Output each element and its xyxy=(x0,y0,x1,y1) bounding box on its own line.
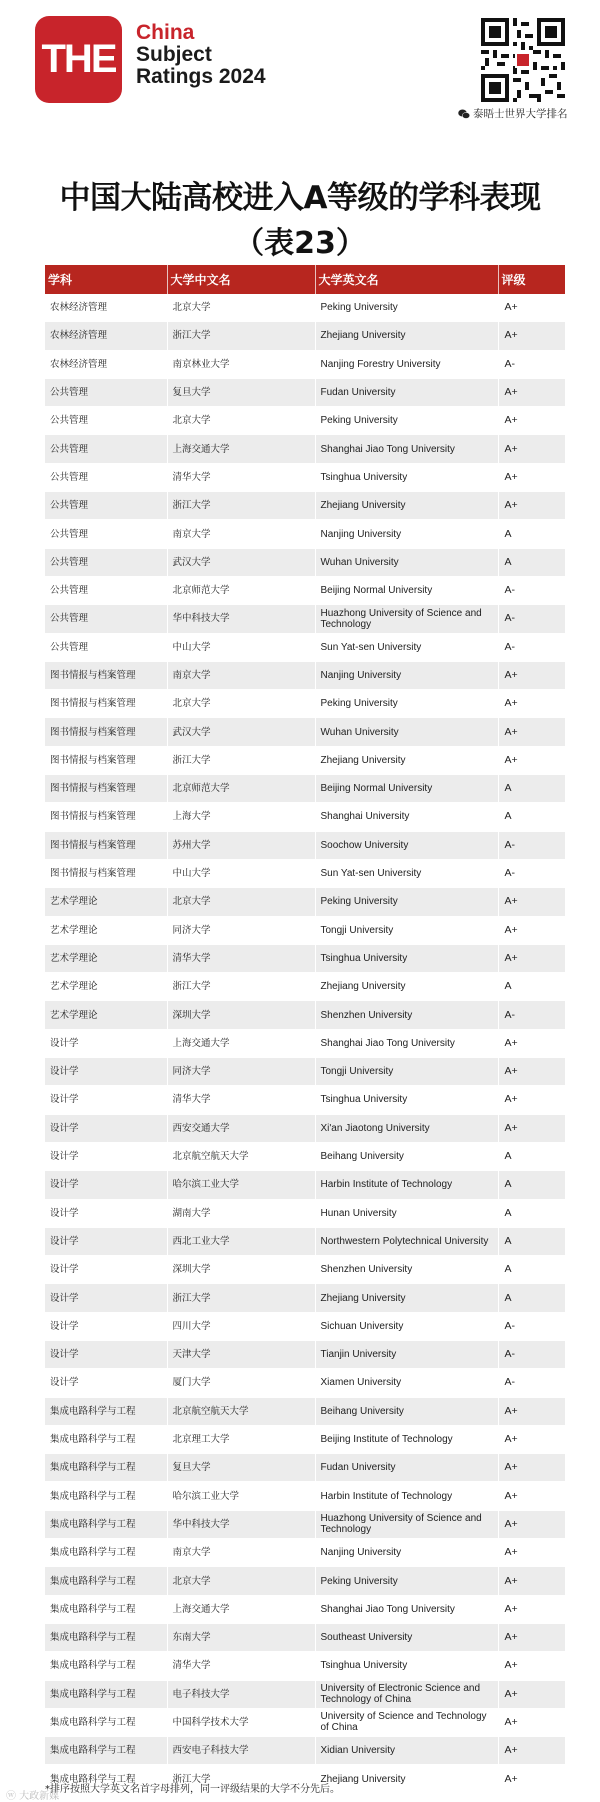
rating-cell: A- xyxy=(498,1340,565,1368)
chinese-name-cell: 西安交通大学 xyxy=(167,1114,315,1142)
qr-code-icon xyxy=(481,18,565,102)
rating-cell: A+ xyxy=(498,1567,565,1595)
rating-cell: A+ xyxy=(498,1086,565,1114)
subject-cell: 设计学 xyxy=(45,1312,167,1340)
the-logo: THE xyxy=(35,16,122,103)
english-name-cell: Shenzhen University xyxy=(315,1256,498,1284)
rating-cell: A+ xyxy=(498,294,565,322)
subject-cell: 农林经济管理 xyxy=(45,350,167,378)
english-name-cell: Beihang University xyxy=(315,1142,498,1170)
rating-cell: A- xyxy=(498,1312,565,1340)
english-name-cell: University of Science and Technology of China xyxy=(315,1708,498,1736)
english-name-cell: Nanjing University xyxy=(315,661,498,689)
chinese-name-cell: 苏州大学 xyxy=(167,831,315,859)
english-name-cell: Harbin Institute of Technology xyxy=(315,1482,498,1510)
english-name-cell: Beijing Normal University xyxy=(315,576,498,604)
subject-cell: 图书情报与档案管理 xyxy=(45,661,167,689)
table-row xyxy=(45,294,565,322)
header xyxy=(0,0,600,120)
chinese-name-cell: 清华大学 xyxy=(167,1652,315,1680)
subject-cell: 设计学 xyxy=(45,1369,167,1397)
rating-cell: A xyxy=(498,1199,565,1227)
table-row xyxy=(45,1623,565,1651)
column-header-chinese-name: 大学中文名 xyxy=(167,265,315,294)
table-row xyxy=(45,1029,565,1057)
table-row xyxy=(45,1510,565,1538)
chinese-name-cell: 哈尔滨工业大学 xyxy=(167,1482,315,1510)
chinese-name-cell: 北京大学 xyxy=(167,1567,315,1595)
chinese-name-cell: 浙江大学 xyxy=(167,1765,315,1793)
chinese-name-cell: 北京大学 xyxy=(167,407,315,435)
subject-cell: 公共管理 xyxy=(45,378,167,406)
table-row xyxy=(45,1171,565,1199)
chinese-name-cell: 厦门大学 xyxy=(167,1369,315,1397)
chinese-name-cell: 电子科技大学 xyxy=(167,1680,315,1708)
rating-cell: A+ xyxy=(498,1623,565,1651)
chinese-name-cell: 西安电子科技大学 xyxy=(167,1737,315,1765)
footnote: *排序按照大学英文名首字母排列，同一评级结果的大学不分先后。 xyxy=(45,1784,340,1795)
english-name-cell: Shanghai Jiao Tong University xyxy=(315,1029,498,1057)
subject-cell: 设计学 xyxy=(45,1199,167,1227)
subject-cell: 集成电路科学与工程 xyxy=(45,1708,167,1736)
table-row xyxy=(45,548,565,576)
subject-cell: 艺术学理论 xyxy=(45,944,167,972)
table-row xyxy=(45,775,565,803)
chinese-name-cell: 北京师范大学 xyxy=(167,576,315,604)
english-name-cell: Sun Yat-sen University xyxy=(315,859,498,887)
subject-cell: 集成电路科学与工程 xyxy=(45,1652,167,1680)
rating-cell: A+ xyxy=(498,1114,565,1142)
rating-cell: A xyxy=(498,1284,565,1312)
table-body xyxy=(45,294,565,1793)
subject-cell: 设计学 xyxy=(45,1086,167,1114)
subject-cell: 设计学 xyxy=(45,1340,167,1368)
table-row xyxy=(45,1114,565,1142)
rating-cell: A+ xyxy=(498,1539,565,1567)
english-name-cell: Beijing Normal University xyxy=(315,775,498,803)
rating-cell: A xyxy=(498,548,565,576)
subject-cell: 公共管理 xyxy=(45,463,167,491)
table-row xyxy=(45,1595,565,1623)
chinese-name-cell: 天津大学 xyxy=(167,1340,315,1368)
subject-cell: 集成电路科学与工程 xyxy=(45,1397,167,1425)
subject-cell: 公共管理 xyxy=(45,576,167,604)
rating-cell: A+ xyxy=(498,1765,565,1793)
chinese-name-cell: 北京师范大学 xyxy=(167,775,315,803)
chinese-name-cell: 清华大学 xyxy=(167,944,315,972)
chinese-name-cell: 上海大学 xyxy=(167,803,315,831)
brand-line-subject: Subject xyxy=(136,43,212,66)
table-row xyxy=(45,520,565,548)
subject-cell: 公共管理 xyxy=(45,633,167,661)
subject-cell: 公共管理 xyxy=(45,605,167,633)
rating-cell: A+ xyxy=(498,718,565,746)
table-row xyxy=(45,1369,565,1397)
table-row xyxy=(45,1312,565,1340)
chinese-name-cell: 深圳大学 xyxy=(167,1256,315,1284)
english-name-cell: Sichuan University xyxy=(315,1312,498,1340)
chinese-name-cell: 浙江大学 xyxy=(167,1284,315,1312)
chinese-name-cell: 清华大学 xyxy=(167,1086,315,1114)
table-row xyxy=(45,492,565,520)
rating-cell: A- xyxy=(498,576,565,604)
subject-cell: 公共管理 xyxy=(45,435,167,463)
english-name-cell: Zhejiang University xyxy=(315,492,498,520)
table-row xyxy=(45,1086,565,1114)
rating-cell: A xyxy=(498,520,565,548)
rating-cell: A+ xyxy=(498,1454,565,1482)
rating-cell: A- xyxy=(498,1001,565,1029)
chinese-name-cell: 复旦大学 xyxy=(167,378,315,406)
chinese-name-cell: 中山大学 xyxy=(167,633,315,661)
subject-cell: 图书情报与档案管理 xyxy=(45,690,167,718)
english-name-cell: Northwestern Polytechnical University xyxy=(315,1227,498,1255)
english-name-cell: Nanjing Forestry University xyxy=(315,350,498,378)
table-row xyxy=(45,916,565,944)
english-name-cell: Tongji University xyxy=(315,1058,498,1086)
table-row xyxy=(45,1397,565,1425)
english-name-cell: Tsinghua University xyxy=(315,944,498,972)
english-name-cell: Nanjing University xyxy=(315,520,498,548)
chinese-name-cell: 上海交通大学 xyxy=(167,1595,315,1623)
subject-cell: 艺术学理论 xyxy=(45,916,167,944)
table-row xyxy=(45,1454,565,1482)
chinese-name-cell: 浙江大学 xyxy=(167,492,315,520)
rating-cell: A+ xyxy=(498,1708,565,1736)
rating-cell: A+ xyxy=(498,1510,565,1538)
subject-cell: 图书情报与档案管理 xyxy=(45,859,167,887)
table-row xyxy=(45,746,565,774)
subject-cell: 设计学 xyxy=(45,1227,167,1255)
english-name-cell: Zhejiang University xyxy=(315,322,498,350)
chinese-name-cell: 湖南大学 xyxy=(167,1199,315,1227)
table-row xyxy=(45,831,565,859)
chinese-name-cell: 浙江大学 xyxy=(167,746,315,774)
subject-cell: 设计学 xyxy=(45,1058,167,1086)
english-name-cell: Tsinghua University xyxy=(315,1086,498,1114)
brand-line-ratings: Ratings 2024 xyxy=(136,65,266,88)
english-name-cell: Harbin Institute of Technology xyxy=(315,1171,498,1199)
table-row xyxy=(45,1680,565,1708)
chinese-name-cell: 北京大学 xyxy=(167,690,315,718)
table-row xyxy=(45,859,565,887)
chinese-name-cell: 北京航空航天大学 xyxy=(167,1142,315,1170)
rating-cell: A+ xyxy=(498,690,565,718)
english-name-cell: Zhejiang University xyxy=(315,973,498,1001)
english-name-cell: Shenzhen University xyxy=(315,1001,498,1029)
table-row xyxy=(45,605,565,633)
rating-cell: A+ xyxy=(498,1652,565,1680)
table-row xyxy=(45,1199,565,1227)
english-name-cell: Hunan University xyxy=(315,1199,498,1227)
table-row xyxy=(45,1001,565,1029)
subject-cell: 公共管理 xyxy=(45,520,167,548)
table-row xyxy=(45,1256,565,1284)
rating-cell: A+ xyxy=(498,916,565,944)
page-subtitle: （表23） xyxy=(234,226,366,261)
english-name-cell: Beijing Institute of Technology xyxy=(315,1425,498,1453)
subject-cell: 公共管理 xyxy=(45,548,167,576)
chinese-name-cell: 武汉大学 xyxy=(167,718,315,746)
subject-cell: 公共管理 xyxy=(45,407,167,435)
subject-cell: 设计学 xyxy=(45,1029,167,1057)
rating-cell: A- xyxy=(498,633,565,661)
chinese-name-cell: 哈尔滨工业大学 xyxy=(167,1171,315,1199)
subject-cell: 集成电路科学与工程 xyxy=(45,1454,167,1482)
rating-cell: A+ xyxy=(498,1029,565,1057)
subject-cell: 集成电路科学与工程 xyxy=(45,1765,167,1793)
english-name-cell: Peking University xyxy=(315,888,498,916)
rating-cell: A+ xyxy=(498,435,565,463)
subject-cell: 图书情报与档案管理 xyxy=(45,775,167,803)
table-row xyxy=(45,435,565,463)
brand-line-china: China xyxy=(136,21,195,44)
english-name-cell: Huazhong University of Science and Technology xyxy=(315,1510,498,1538)
subject-cell: 图书情报与档案管理 xyxy=(45,746,167,774)
english-name-cell: Beihang University xyxy=(315,1397,498,1425)
english-name-cell: Fudan University xyxy=(315,378,498,406)
table-row xyxy=(45,661,565,689)
english-name-cell: Peking University xyxy=(315,1567,498,1595)
subject-cell: 图书情报与档案管理 xyxy=(45,831,167,859)
chinese-name-cell: 复旦大学 xyxy=(167,1454,315,1482)
english-name-cell: Xiamen University xyxy=(315,1369,498,1397)
subject-cell: 设计学 xyxy=(45,1284,167,1312)
english-name-cell: Wuhan University xyxy=(315,548,498,576)
table-header-row xyxy=(45,265,565,294)
rating-cell: A xyxy=(498,803,565,831)
table-row xyxy=(45,944,565,972)
rating-cell: A xyxy=(498,775,565,803)
subject-cell: 设计学 xyxy=(45,1256,167,1284)
chinese-name-cell: 北京航空航天大学 xyxy=(167,1397,315,1425)
page-title: 中国大陆高校进入A等级的学科表现 xyxy=(59,180,541,216)
subject-cell: 集成电路科学与工程 xyxy=(45,1680,167,1708)
table-row xyxy=(45,1227,565,1255)
rating-cell: A+ xyxy=(498,888,565,916)
chinese-name-cell: 上海交通大学 xyxy=(167,435,315,463)
subject-cell: 集成电路科学与工程 xyxy=(45,1595,167,1623)
table-row xyxy=(45,973,565,1001)
table-row xyxy=(45,803,565,831)
rating-cell: A+ xyxy=(498,1737,565,1765)
rating-cell: A+ xyxy=(498,322,565,350)
rating-cell: A+ xyxy=(498,1482,565,1510)
rating-cell: A+ xyxy=(498,1425,565,1453)
table-row xyxy=(45,1539,565,1567)
table-row xyxy=(45,1482,565,1510)
table-row xyxy=(45,718,565,746)
chinese-name-cell: 南京大学 xyxy=(167,520,315,548)
subject-cell: 集成电路科学与工程 xyxy=(45,1623,167,1651)
chinese-name-cell: 中国科学技术大学 xyxy=(167,1708,315,1736)
table-row xyxy=(45,1737,565,1765)
english-name-cell: Shanghai Jiao Tong University xyxy=(315,1595,498,1623)
chinese-name-cell: 同济大学 xyxy=(167,916,315,944)
subject-cell: 集成电路科学与工程 xyxy=(45,1482,167,1510)
table-row xyxy=(45,463,565,491)
wechat-account xyxy=(458,106,568,121)
table-row xyxy=(45,1058,565,1086)
english-name-cell: Zhejiang University xyxy=(315,1284,498,1312)
english-name-cell: Huazhong University of Science and Technology xyxy=(315,605,498,633)
rating-cell: A- xyxy=(498,859,565,887)
chinese-name-cell: 浙江大学 xyxy=(167,973,315,1001)
rating-cell: A+ xyxy=(498,1595,565,1623)
subject-cell: 艺术学理论 xyxy=(45,973,167,1001)
english-name-cell: Peking University xyxy=(315,407,498,435)
table-row xyxy=(45,378,565,406)
subject-cell: 集成电路科学与工程 xyxy=(45,1737,167,1765)
english-name-cell: Soochow University xyxy=(315,831,498,859)
table-row xyxy=(45,407,565,435)
chinese-name-cell: 南京大学 xyxy=(167,1539,315,1567)
wechat-icon xyxy=(458,109,470,119)
subject-cell: 图书情报与档案管理 xyxy=(45,718,167,746)
english-name-cell: Wuhan University xyxy=(315,718,498,746)
subject-cell: 集成电路科学与工程 xyxy=(45,1567,167,1595)
rating-cell: A+ xyxy=(498,463,565,491)
table-row xyxy=(45,576,565,604)
chinese-name-cell: 上海交通大学 xyxy=(167,1029,315,1057)
chinese-name-cell: 西北工业大学 xyxy=(167,1227,315,1255)
english-name-cell: Shanghai University xyxy=(315,803,498,831)
table-row xyxy=(45,1567,565,1595)
chinese-name-cell: 清华大学 xyxy=(167,463,315,491)
english-name-cell: Tsinghua University xyxy=(315,1652,498,1680)
chinese-name-cell: 华中科技大学 xyxy=(167,605,315,633)
chinese-name-cell: 北京大学 xyxy=(167,294,315,322)
english-name-cell: Zhejiang University xyxy=(315,1765,498,1793)
english-name-cell: Tsinghua University xyxy=(315,463,498,491)
rating-cell: A+ xyxy=(498,746,565,774)
table-row xyxy=(45,1142,565,1170)
english-name-cell: Tianjin University xyxy=(315,1340,498,1368)
english-name-cell: Xidian University xyxy=(315,1737,498,1765)
chinese-name-cell: 南京林业大学 xyxy=(167,350,315,378)
rating-cell: A xyxy=(498,1227,565,1255)
table-row xyxy=(45,888,565,916)
english-name-cell: Nanjing University xyxy=(315,1539,498,1567)
subject-cell: 图书情报与档案管理 xyxy=(45,803,167,831)
subject-cell: 集成电路科学与工程 xyxy=(45,1425,167,1453)
watermark: ⓦ 大政新媒 xyxy=(6,1791,60,1802)
ratings-table xyxy=(45,265,566,1794)
subject-cell: 设计学 xyxy=(45,1114,167,1142)
chinese-name-cell: 华中科技大学 xyxy=(167,1510,315,1538)
subject-cell: 集成电路科学与工程 xyxy=(45,1510,167,1538)
column-header-rating: 评级 xyxy=(498,265,565,294)
table-row xyxy=(45,1652,565,1680)
rating-cell: A xyxy=(498,1256,565,1284)
english-name-cell: Xi'an Jiaotong University xyxy=(315,1114,498,1142)
rating-cell: A xyxy=(498,1142,565,1170)
english-name-cell: Fudan University xyxy=(315,1454,498,1482)
subject-cell: 公共管理 xyxy=(45,492,167,520)
english-name-cell: Tongji University xyxy=(315,916,498,944)
table-row xyxy=(45,350,565,378)
chinese-name-cell: 北京大学 xyxy=(167,888,315,916)
chinese-name-cell: 中山大学 xyxy=(167,859,315,887)
table-row xyxy=(45,690,565,718)
english-name-cell: Sun Yat-sen University xyxy=(315,633,498,661)
wechat-label: 泰晤士世界大学排名 xyxy=(473,108,568,120)
column-header-english-name: 大学英文名 xyxy=(315,265,498,294)
english-name-cell: Peking University xyxy=(315,690,498,718)
chinese-name-cell: 深圳大学 xyxy=(167,1001,315,1029)
column-header-subject: 学科 xyxy=(45,265,167,294)
subject-cell: 艺术学理论 xyxy=(45,1001,167,1029)
subject-cell: 设计学 xyxy=(45,1142,167,1170)
chinese-name-cell: 东南大学 xyxy=(167,1623,315,1651)
subject-cell: 设计学 xyxy=(45,1171,167,1199)
english-name-cell: Zhejiang University xyxy=(315,746,498,774)
rating-cell: A- xyxy=(498,350,565,378)
subject-cell: 集成电路科学与工程 xyxy=(45,1539,167,1567)
rating-cell: A+ xyxy=(498,661,565,689)
rating-cell: A+ xyxy=(498,378,565,406)
chinese-name-cell: 四川大学 xyxy=(167,1312,315,1340)
rating-cell: A xyxy=(498,973,565,1001)
rating-cell: A+ xyxy=(498,492,565,520)
rating-cell: A+ xyxy=(498,944,565,972)
rating-cell: A+ xyxy=(498,1397,565,1425)
rating-cell: A+ xyxy=(498,1058,565,1086)
subject-cell: 农林经济管理 xyxy=(45,322,167,350)
english-name-cell: Southeast University xyxy=(315,1623,498,1651)
english-name-cell: University of Electronic Science and Technology of China xyxy=(315,1680,498,1708)
english-name-cell: Shanghai Jiao Tong University xyxy=(315,435,498,463)
table-row xyxy=(45,1708,565,1736)
table-row xyxy=(45,633,565,661)
chinese-name-cell: 浙江大学 xyxy=(167,322,315,350)
rating-cell: A- xyxy=(498,1369,565,1397)
rating-cell: A- xyxy=(498,831,565,859)
subject-cell: 农林经济管理 xyxy=(45,294,167,322)
brand-title xyxy=(136,22,266,88)
table-row xyxy=(45,322,565,350)
rating-cell: A+ xyxy=(498,407,565,435)
english-name-cell: Peking University xyxy=(315,294,498,322)
table-row xyxy=(45,1340,565,1368)
rating-cell: A xyxy=(498,1171,565,1199)
rating-cell: A+ xyxy=(498,1680,565,1708)
table-row xyxy=(45,1425,565,1453)
chinese-name-cell: 同济大学 xyxy=(167,1058,315,1086)
subject-cell: 艺术学理论 xyxy=(45,888,167,916)
chinese-name-cell: 武汉大学 xyxy=(167,548,315,576)
rating-cell: A- xyxy=(498,605,565,633)
table-row xyxy=(45,1284,565,1312)
chinese-name-cell: 北京理工大学 xyxy=(167,1425,315,1453)
chinese-name-cell: 南京大学 xyxy=(167,661,315,689)
